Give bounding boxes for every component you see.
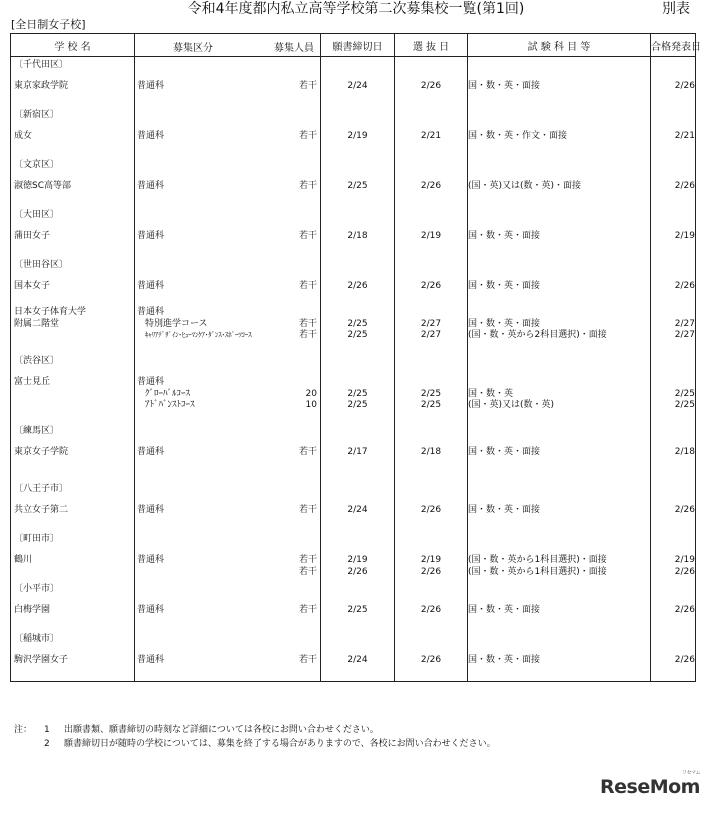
exam-date: 2/27 xyxy=(420,330,442,340)
exam-date: 2/26 xyxy=(420,655,442,665)
recruitment-cell xyxy=(135,505,321,531)
notes-label: 注： xyxy=(14,725,33,735)
result-date-cell xyxy=(651,307,696,353)
recruitment-cell xyxy=(135,81,321,107)
empty-cell xyxy=(395,581,468,605)
school-name: 日本女子体育大学 xyxy=(14,307,87,317)
deadline-cell xyxy=(321,605,395,631)
capacity: 若干 xyxy=(298,605,317,615)
empty-cell xyxy=(395,631,468,655)
exam-date-cell xyxy=(395,281,468,307)
school-name-cell xyxy=(11,377,135,423)
school-row xyxy=(11,181,696,207)
deadline: 2/24 xyxy=(347,505,368,515)
exam-date: 2/26 xyxy=(420,81,442,91)
note-number: 2 xyxy=(44,739,50,749)
empty-cell xyxy=(468,631,651,655)
empty-cell xyxy=(468,531,651,555)
empty-cell xyxy=(135,631,321,655)
empty-cell xyxy=(395,207,468,231)
recruitment-cell xyxy=(135,181,321,207)
deadline-cell xyxy=(321,281,395,307)
exam-date: 2/27 xyxy=(420,318,442,329)
notes xyxy=(14,723,496,751)
deadline: 2/25 xyxy=(347,388,368,399)
subjects-cell xyxy=(468,231,651,257)
exam-date-cell xyxy=(395,555,468,581)
subjects-cell xyxy=(468,281,651,307)
empty-cell xyxy=(651,207,696,231)
subjects: 国・数・英・面接 xyxy=(468,81,541,91)
note-row xyxy=(14,737,496,751)
note-number: 1 xyxy=(44,725,50,735)
result-date-cell xyxy=(651,605,696,631)
result-date-cell xyxy=(651,181,696,207)
school-name-cell xyxy=(11,605,135,631)
school-row xyxy=(11,447,696,481)
page-title: 令和4年度都内私立高等学校第二次募集校一覧(第1回) xyxy=(187,1,525,17)
ward-label: 〔大田区〕 xyxy=(11,207,135,231)
ward-label: 〔稲城市〕 xyxy=(11,631,135,655)
recruitment-cell xyxy=(135,655,321,682)
empty-cell xyxy=(651,631,696,655)
empty-cell xyxy=(135,581,321,605)
department: 普通科 xyxy=(137,447,165,457)
result-date: 2/19 xyxy=(674,555,695,565)
deadline: 2/19 xyxy=(347,555,368,565)
school-row xyxy=(11,655,696,682)
empty-cell xyxy=(135,207,321,231)
school-row xyxy=(11,131,696,157)
empty-cell xyxy=(135,353,321,377)
empty-cell xyxy=(135,481,321,505)
ward-label: 〔新宿区〕 xyxy=(11,107,135,131)
exam-date-cell xyxy=(395,505,468,531)
school-row xyxy=(11,81,696,107)
deadline: 2/25 xyxy=(347,330,368,340)
subjects: 国・数・英・面接 xyxy=(468,447,541,457)
ward-label: 〔文京区〕 xyxy=(11,157,135,181)
capacity: 若干 xyxy=(298,505,317,515)
exam-date: 2/21 xyxy=(420,131,442,141)
result-date-cell xyxy=(651,131,696,157)
school-name-cell xyxy=(11,181,135,207)
department: 普通科 xyxy=(137,131,165,141)
exam-date: 2/26 xyxy=(420,605,442,615)
recruitment-cell xyxy=(135,307,321,353)
note-text: 出願書類、願書締切の時刻など詳細については各校にお問い合わせください。 xyxy=(64,725,379,735)
result-date-cell xyxy=(651,281,696,307)
result-date-cell xyxy=(651,81,696,107)
logo-ruby: リセマム xyxy=(682,770,700,776)
empty-cell xyxy=(468,423,651,447)
deadline: 2/18 xyxy=(347,231,368,241)
empty-cell xyxy=(651,257,696,281)
exam-date: 2/26 xyxy=(420,281,442,291)
ward-row xyxy=(11,107,696,131)
category-label: [全日制女子校] xyxy=(11,18,86,31)
school-row xyxy=(11,307,696,353)
result-date: 2/26 xyxy=(674,566,695,577)
empty-cell xyxy=(395,353,468,377)
exam-date-cell xyxy=(395,307,468,353)
recruitment-cell xyxy=(135,555,321,581)
subjects-cell xyxy=(468,181,651,207)
header-deadline: 願書締切日 xyxy=(321,34,395,57)
empty-cell xyxy=(135,257,321,281)
ward-row xyxy=(11,581,696,605)
result-date-cell xyxy=(651,447,696,481)
deadline: 2/25 xyxy=(347,400,368,410)
note-row xyxy=(14,723,496,737)
subjects: (国・英)又は(数・英)・面接 xyxy=(468,181,582,191)
subjects-cell xyxy=(468,307,651,353)
subjects-cell xyxy=(468,447,651,481)
capacity: 若干 xyxy=(298,131,317,141)
deadline: 2/25 xyxy=(347,181,368,191)
course-name: 特別進学コース xyxy=(145,318,208,329)
deadline-cell xyxy=(321,81,395,107)
school-name: 国本女子 xyxy=(14,281,51,291)
deadline-cell xyxy=(321,555,395,581)
ward-row xyxy=(11,207,696,231)
result-date: 2/27 xyxy=(674,318,695,329)
header-recruitment xyxy=(135,34,321,57)
result-date: 2/27 xyxy=(674,330,695,340)
result-date: 2/26 xyxy=(674,505,695,515)
result-date-cell xyxy=(651,377,696,423)
capacity: 若干 xyxy=(298,566,317,577)
empty-cell xyxy=(395,157,468,181)
capacity: 若干 xyxy=(298,330,317,340)
school-name: 鶴川 xyxy=(14,555,33,565)
deadline: 2/25 xyxy=(347,605,368,615)
empty-cell xyxy=(651,423,696,447)
exam-date-cell xyxy=(395,605,468,631)
subjects-cell xyxy=(468,505,651,531)
subjects: (国・数・英から1科目選択)・面接 xyxy=(468,566,607,577)
empty-cell xyxy=(321,581,395,605)
empty-cell xyxy=(321,353,395,377)
header-exam-date: 選 抜 日 xyxy=(395,34,468,57)
subjects: (国・英)又は(数・英) xyxy=(468,400,555,410)
result-date-cell xyxy=(651,655,696,682)
capacity: 若干 xyxy=(298,447,317,457)
ward-label: 〔八王子市〕 xyxy=(11,481,135,505)
school-name: 白梅学園 xyxy=(14,605,51,615)
school-name: 淑徳SC高等部 xyxy=(14,181,71,191)
ward-row xyxy=(11,531,696,555)
school-name-cell xyxy=(11,447,135,481)
recruitment-cell xyxy=(135,231,321,257)
school-name: 共立女子第二 xyxy=(14,505,69,515)
subjects: 国・数・英・面接 xyxy=(468,231,541,241)
deadline-cell xyxy=(321,655,395,682)
header-school-name: 学 校 名 xyxy=(11,34,135,57)
department: 普通科 xyxy=(137,555,165,565)
subjects-cell xyxy=(468,655,651,682)
result-date: 2/25 xyxy=(674,400,695,410)
school-name-cell xyxy=(11,555,135,581)
department: 普通科 xyxy=(137,377,165,387)
resemom-logo xyxy=(600,770,700,798)
table-header-row xyxy=(11,34,696,57)
school-row xyxy=(11,231,696,257)
empty-cell xyxy=(321,107,395,131)
exam-date: 2/19 xyxy=(420,231,442,241)
school-name: 富士見丘 xyxy=(14,377,51,387)
header-capacity: 募集人員 xyxy=(274,43,314,54)
capacity: 若干 xyxy=(298,181,317,191)
subjects-cell xyxy=(468,605,651,631)
deadline: 2/25 xyxy=(347,318,368,329)
exam-date-cell xyxy=(395,447,468,481)
school-row xyxy=(11,281,696,307)
exam-date: 2/26 xyxy=(420,505,442,515)
ward-label: 〔千代田区〕 xyxy=(11,57,135,82)
school-row xyxy=(11,555,696,581)
deadline: 2/24 xyxy=(347,81,368,91)
capacity: 10 xyxy=(305,400,317,410)
empty-cell xyxy=(651,353,696,377)
exam-date: 2/25 xyxy=(420,400,442,410)
deadline-cell xyxy=(321,447,395,481)
deadline: 2/26 xyxy=(347,281,368,291)
department: 普通科 xyxy=(137,307,165,317)
empty-cell xyxy=(135,531,321,555)
school-name-cell xyxy=(11,281,135,307)
empty-cell xyxy=(321,531,395,555)
ward-label: 〔渋谷区〕 xyxy=(11,353,135,377)
note-text: 願書締切日が随時の学校については、募集を終了する場合がありますので、各校にお問い合わせください。 xyxy=(64,739,496,749)
school-name: 駒沢学園女子 xyxy=(14,655,69,665)
empty-cell xyxy=(395,531,468,555)
result-date: 2/25 xyxy=(674,388,695,399)
empty-cell xyxy=(651,107,696,131)
exam-date: 2/25 xyxy=(420,388,442,399)
exam-date-cell xyxy=(395,377,468,423)
subjects-cell xyxy=(468,377,651,423)
exam-date-cell xyxy=(395,131,468,157)
logo-text: ReseMom xyxy=(600,776,700,798)
empty-cell xyxy=(395,481,468,505)
subjects: (国・数・英から2科目選択)・面接 xyxy=(468,330,607,340)
result-date: 2/21 xyxy=(674,131,695,141)
ward-row xyxy=(11,157,696,181)
ward-label: 〔練馬区〕 xyxy=(11,423,135,447)
result-date: 2/26 xyxy=(674,655,695,665)
empty-cell xyxy=(651,57,696,82)
recruitment-cell xyxy=(135,281,321,307)
empty-cell xyxy=(468,157,651,181)
ward-row xyxy=(11,57,696,82)
exam-date: 2/26 xyxy=(420,181,442,191)
result-date-cell xyxy=(651,555,696,581)
empty-cell xyxy=(321,257,395,281)
ward-row xyxy=(11,631,696,655)
course-name: ｱﾄﾞﾊﾞﾝｽﾄｺｰｽ xyxy=(145,400,195,410)
school-name-cell xyxy=(11,81,135,107)
school-row xyxy=(11,605,696,631)
empty-cell xyxy=(468,353,651,377)
department: 普通科 xyxy=(137,605,165,615)
capacity: 若干 xyxy=(298,655,317,665)
school-name-cell xyxy=(11,231,135,257)
subjects: 国・数・英・面接 xyxy=(468,281,541,291)
ward-row xyxy=(11,353,696,377)
department: 普通科 xyxy=(137,281,165,291)
subjects: 国・数・英 xyxy=(468,388,514,399)
empty-cell xyxy=(135,157,321,181)
empty-cell xyxy=(395,423,468,447)
ward-row xyxy=(11,257,696,281)
ward-label: 〔小平市〕 xyxy=(11,581,135,605)
empty-cell xyxy=(468,481,651,505)
exam-date-cell xyxy=(395,181,468,207)
capacity: 若干 xyxy=(298,318,317,329)
empty-cell xyxy=(135,423,321,447)
department: 普通科 xyxy=(137,655,165,665)
deadline-cell xyxy=(321,307,395,353)
school-name: 成女 xyxy=(14,131,33,141)
capacity: 若干 xyxy=(298,231,317,241)
result-date-cell xyxy=(651,505,696,531)
empty-cell xyxy=(321,157,395,181)
capacity: 20 xyxy=(305,388,317,399)
result-date: 2/18 xyxy=(674,447,695,457)
result-date: 2/26 xyxy=(674,281,695,291)
capacity: 若干 xyxy=(298,281,317,291)
school-name-cell xyxy=(11,131,135,157)
result-date: 2/26 xyxy=(674,81,695,91)
ward-row xyxy=(11,481,696,505)
header-subjects: 試 験 科 目 等 xyxy=(468,34,651,57)
school-row xyxy=(11,505,696,531)
result-date: 2/26 xyxy=(674,181,695,191)
exam-date: 2/19 xyxy=(420,555,442,565)
deadline-cell xyxy=(321,377,395,423)
empty-cell xyxy=(321,57,395,82)
subjects-cell xyxy=(468,81,651,107)
empty-cell xyxy=(468,207,651,231)
table-body xyxy=(11,57,696,682)
recruitment-cell xyxy=(135,131,321,157)
schools-table xyxy=(10,33,701,682)
empty-cell xyxy=(468,581,651,605)
deadline-cell xyxy=(321,131,395,157)
result-date: 2/19 xyxy=(674,231,695,241)
school-name-cell xyxy=(11,655,135,682)
result-date: 2/26 xyxy=(674,605,695,615)
empty-cell xyxy=(395,257,468,281)
deadline: 2/17 xyxy=(347,447,368,457)
school-name: 東京家政学院 xyxy=(14,81,69,91)
school-row xyxy=(11,377,696,423)
subjects-cell xyxy=(468,131,651,157)
exam-date: 2/26 xyxy=(420,566,442,577)
subjects: 国・数・英・面接 xyxy=(468,655,541,665)
department: 普通科 xyxy=(137,181,165,191)
subjects: (国・数・英から1科目選択)・面接 xyxy=(468,555,607,565)
subjects: 国・数・英・面接 xyxy=(468,605,541,615)
school-name: 蒲田女子 xyxy=(14,231,51,241)
subjects-cell xyxy=(468,555,651,581)
ward-row xyxy=(11,423,696,447)
exam-date: 2/18 xyxy=(420,447,442,457)
deadline-cell xyxy=(321,505,395,531)
course-name: ｸﾞﾛｰﾊﾞﾙｺｰｽ xyxy=(145,388,191,399)
recruitment-cell xyxy=(135,377,321,423)
empty-cell xyxy=(321,207,395,231)
header-result-date: 合格発表日 xyxy=(651,34,696,57)
header-category: 募集区分 xyxy=(173,43,213,54)
empty-cell xyxy=(651,481,696,505)
ward-label: 〔町田市〕 xyxy=(11,531,135,555)
empty-cell xyxy=(468,57,651,82)
empty-cell xyxy=(135,57,321,82)
capacity: 若干 xyxy=(298,81,317,91)
recruitment-cell xyxy=(135,447,321,481)
school-name-cell xyxy=(11,505,135,531)
department: 普通科 xyxy=(137,81,165,91)
department: 普通科 xyxy=(137,231,165,241)
exam-date-cell xyxy=(395,231,468,257)
empty-cell xyxy=(321,481,395,505)
empty-cell xyxy=(468,257,651,281)
empty-cell xyxy=(395,107,468,131)
empty-cell xyxy=(651,581,696,605)
ward-label: 〔世田谷区〕 xyxy=(11,257,135,281)
deadline: 2/24 xyxy=(347,655,368,665)
appendix-label: 別表 xyxy=(662,1,690,17)
deadline: 2/19 xyxy=(347,131,368,141)
deadline-cell xyxy=(321,231,395,257)
deadline: 2/26 xyxy=(347,566,368,577)
empty-cell xyxy=(321,423,395,447)
empty-cell xyxy=(395,57,468,82)
course-name: ｷｬﾘｱﾃﾞｻﾞｲﾝ･ﾋｭｰﾏﾝｹｱ･ﾀﾞﾝｽ･ｽﾎﾟｰﾂｺｰｽ xyxy=(145,331,252,339)
school-name: 東京女子学院 xyxy=(14,447,69,457)
result-date-cell xyxy=(651,231,696,257)
recruitment-cell xyxy=(135,605,321,631)
exam-date-cell xyxy=(395,655,468,682)
empty-cell xyxy=(321,631,395,655)
capacity: 若干 xyxy=(298,555,317,565)
subjects: 国・数・英・面接 xyxy=(468,505,541,515)
subjects: 国・数・英・面接 xyxy=(468,318,541,329)
deadline-cell xyxy=(321,181,395,207)
school-name-cell xyxy=(11,307,135,353)
empty-cell xyxy=(135,107,321,131)
department: 普通科 xyxy=(137,505,165,515)
school-name: 附属二階堂 xyxy=(14,318,60,329)
empty-cell xyxy=(651,531,696,555)
exam-date-cell xyxy=(395,81,468,107)
subjects: 国・数・英・作文・面接 xyxy=(468,131,568,141)
empty-cell xyxy=(468,107,651,131)
empty-cell xyxy=(651,157,696,181)
